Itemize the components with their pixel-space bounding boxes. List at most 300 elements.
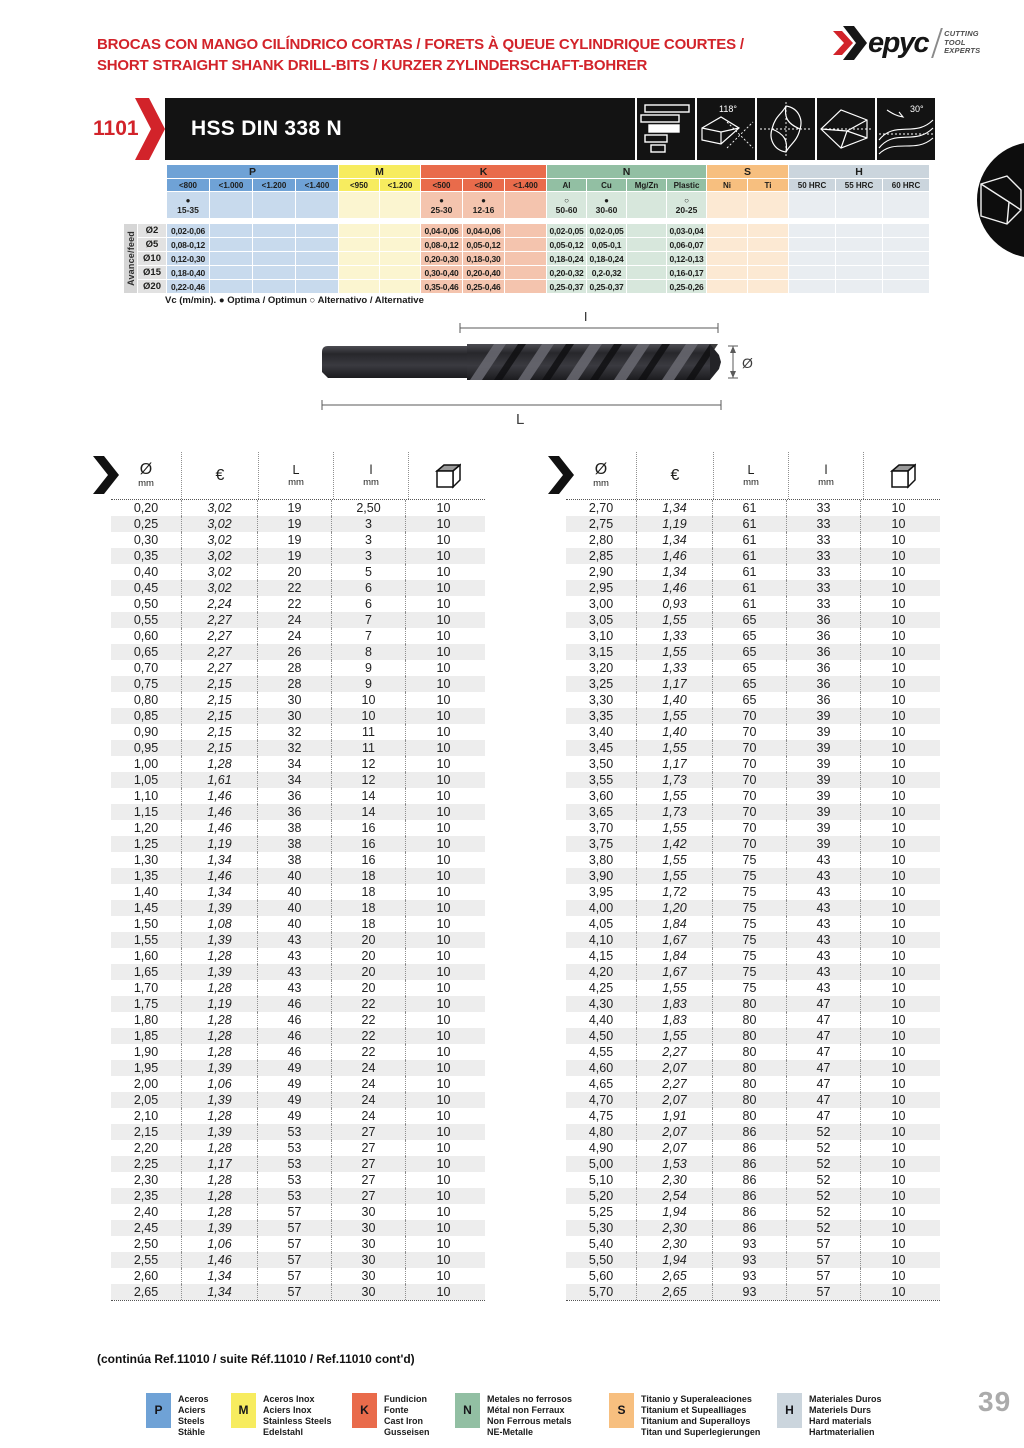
total-length-cell: 65 — [712, 628, 786, 644]
price-cell: 2,30 — [636, 1236, 712, 1252]
total-length-cell: 75 — [712, 900, 786, 916]
price-cell: 1,40 — [636, 692, 712, 708]
price-cell: 2,15 — [181, 708, 257, 724]
feed-value-cell — [789, 266, 835, 279]
price-table-row — [111, 852, 485, 868]
price-cell: 1,28 — [181, 1044, 257, 1060]
pack-qty-cell: 10 — [405, 500, 481, 516]
flute-length-cell: 30 — [331, 1220, 405, 1236]
legend-item-M — [231, 1393, 332, 1438]
pack-qty-cell: 10 — [860, 516, 936, 532]
feed-value-cell — [380, 280, 420, 293]
price-table-row — [566, 916, 940, 932]
price-cell: 1,28 — [181, 1028, 257, 1044]
page-title-line2: SHORT STRAIGHT SHANK DRILL-BITS / KURZER ZYLINDERSCHAFT-BOHRER — [97, 57, 648, 74]
price-table-row — [111, 772, 485, 788]
flute-length-cell: 14 — [331, 804, 405, 820]
pack-qty-cell: 10 — [860, 1028, 936, 1044]
feed-value-cell: 0,25-0,46 — [463, 280, 504, 293]
price-cell: 1,28 — [181, 1140, 257, 1156]
total-length-cell: 53 — [257, 1156, 331, 1172]
price-table-row — [566, 596, 940, 612]
flute-length-cell: 33 — [786, 580, 860, 596]
feed-value-cell — [707, 266, 747, 279]
flute-length-cell: 5 — [331, 564, 405, 580]
flute-length-cell: 47 — [786, 1060, 860, 1076]
total-length-cell: 75 — [712, 868, 786, 884]
price-table-row — [111, 1012, 485, 1028]
table-chevron-icon — [548, 456, 574, 494]
diameter-cell: 0,40 — [133, 565, 159, 579]
flute-length-cell: 33 — [786, 564, 860, 580]
diameter-cell: 4,15 — [588, 949, 614, 963]
material-subcolumn-header: Cu — [587, 179, 626, 191]
feed-row-label: Ø15 — [138, 266, 166, 279]
total-length-cell: 86 — [712, 1220, 786, 1236]
feed-value-cell: 0,12-0,13 — [667, 252, 706, 265]
flute-length-cell: 36 — [786, 676, 860, 692]
pack-qty-cell: 10 — [860, 1060, 936, 1076]
flute-length-cell: 30 — [331, 1204, 405, 1220]
pack-qty-cell: 10 — [860, 548, 936, 564]
pack-qty-cell: 10 — [860, 724, 936, 740]
price-cell: 1,84 — [636, 916, 712, 932]
diameter-cell: 5,00 — [588, 1157, 614, 1171]
diameter-cell: 4,10 — [588, 933, 614, 947]
feed-value-cell — [627, 238, 666, 251]
feed-value-cell — [883, 238, 929, 251]
diameter-cell: 3,40 — [588, 725, 614, 739]
feed-value-cell: 0,18-0,30 — [463, 252, 504, 265]
price-table-row — [111, 1156, 485, 1172]
price-table-row — [111, 980, 485, 996]
price-table-row — [111, 900, 485, 916]
price-cell: 1,39 — [181, 1092, 257, 1108]
diameter-cell: 0,35 — [133, 549, 159, 563]
pack-qty-cell: 10 — [860, 1188, 936, 1204]
feed-value-cell: 0,22-0,46 — [167, 280, 209, 293]
price-table-row — [566, 644, 940, 660]
total-length-cell: 46 — [257, 1028, 331, 1044]
diameter-cell: 0,75 — [133, 677, 159, 691]
flute-length-cell: 57 — [786, 1236, 860, 1252]
pack-qty-cell: 10 — [860, 836, 936, 852]
price-table-row — [566, 692, 940, 708]
flute-length-cell: 27 — [331, 1124, 405, 1140]
flute-length-cell: 3 — [331, 532, 405, 548]
pack-qty-cell: 10 — [860, 660, 936, 676]
diameter-cell: 2,35 — [133, 1189, 159, 1203]
price-cell: 2,27 — [181, 628, 257, 644]
diameter-label: Ø — [742, 355, 753, 371]
diameter-cell: 3,50 — [588, 757, 614, 771]
total-length-cell: 65 — [712, 660, 786, 676]
price-table-row — [566, 1044, 940, 1060]
cutting-speed-cell — [253, 192, 295, 218]
price-cell: 1,34 — [636, 500, 712, 516]
price-cell: 2,07 — [636, 1124, 712, 1140]
feed-value-cell — [296, 252, 338, 265]
pack-qty-cell: 10 — [860, 1140, 936, 1156]
price-cell: 2,24 — [181, 596, 257, 612]
material-group-header: K — [421, 165, 546, 178]
total-length-cell: 75 — [712, 964, 786, 980]
flute-length-cell: 52 — [786, 1172, 860, 1188]
price-cell: 3,02 — [181, 548, 257, 564]
price-cell: 1,55 — [636, 788, 712, 804]
total-length-cell: 75 — [712, 916, 786, 932]
diameter-cell: 1,85 — [133, 1029, 159, 1043]
price-cell: 1,06 — [181, 1076, 257, 1092]
price-cell: 1,42 — [636, 836, 712, 852]
pack-qty-cell: 10 — [405, 516, 481, 532]
total-length-cell: 61 — [712, 580, 786, 596]
pack-qty-cell: 10 — [860, 1204, 936, 1220]
cutting-speed-cell — [883, 192, 929, 218]
price-cell: 1,28 — [181, 1188, 257, 1204]
total-length-cell: 19 — [257, 500, 331, 516]
total-length-cell: 61 — [712, 564, 786, 580]
diameter-cell: 1,55 — [133, 933, 159, 947]
price-cell: 1,46 — [636, 548, 712, 564]
total-length-cell: 80 — [712, 1076, 786, 1092]
flute-length-cell: 33 — [786, 532, 860, 548]
total-length-cell: 57 — [257, 1220, 331, 1236]
price-cell: 1,55 — [636, 852, 712, 868]
diameter-cell: 0,25 — [133, 517, 159, 531]
feed-value-cell — [883, 266, 929, 279]
price-cell: 1,17 — [636, 756, 712, 772]
price-cell: 1,84 — [636, 948, 712, 964]
flute-length-cell: 47 — [786, 1044, 860, 1060]
pack-qty-cell: 10 — [405, 932, 481, 948]
feed-value-cell: 0,18-0,40 — [167, 266, 209, 279]
pack-qty-cell: 10 — [860, 500, 936, 516]
flute-length-cell: 57 — [786, 1284, 860, 1300]
feed-value-cell: 0,03-0,04 — [667, 224, 706, 237]
price-table-row — [566, 884, 940, 900]
diameter-cell: 4,20 — [588, 965, 614, 979]
price-cell: 1,83 — [636, 1012, 712, 1028]
diameter-cell: 5,70 — [588, 1285, 614, 1299]
flute-length-cell: 47 — [786, 1076, 860, 1092]
diameter-cell: 1,30 — [133, 853, 159, 867]
total-length-cell: 28 — [257, 660, 331, 676]
price-cell: 1,34 — [636, 564, 712, 580]
price-table-row — [111, 1028, 485, 1044]
total-length-cell: 38 — [257, 820, 331, 836]
feed-value-cell: 0,20-0,30 — [421, 252, 462, 265]
feed-value-cell — [789, 224, 835, 237]
pack-qty-cell: 10 — [405, 804, 481, 820]
total-length-cell: 61 — [712, 532, 786, 548]
total-length-cell: 70 — [712, 772, 786, 788]
cutting-speed-cell — [505, 192, 546, 218]
price-table-row — [111, 724, 485, 740]
price-table-row — [111, 1076, 485, 1092]
diameter-cell: 2,50 — [133, 1237, 159, 1251]
feed-value-cell — [210, 266, 252, 279]
col-header-total-length: L mm — [258, 452, 333, 499]
price-table-row — [566, 564, 940, 580]
brand-name: epyc — [868, 26, 929, 59]
pack-qty-cell: 10 — [860, 868, 936, 884]
pack-qty-cell: 10 — [405, 884, 481, 900]
diameter-cell: 4,80 — [588, 1125, 614, 1139]
price-table-row — [111, 676, 485, 692]
cutting-speed-cell — [339, 192, 379, 218]
continuation-note: (continúa Ref.11010 / suite Réf.11010 / Ref.11010 cont'd) — [97, 1352, 415, 1366]
pack-qty-cell: 10 — [860, 852, 936, 868]
pack-qty-cell: 10 — [405, 1172, 481, 1188]
pack-qty-cell: 10 — [860, 1156, 936, 1172]
total-length-cell: 43 — [257, 948, 331, 964]
total-length-cell: 70 — [712, 820, 786, 836]
price-table-row — [111, 1268, 485, 1284]
total-length-cell: 30 — [257, 692, 331, 708]
flute-length-cell: 39 — [786, 772, 860, 788]
legend-item-K — [352, 1393, 430, 1438]
pack-qty-cell: 10 — [405, 1012, 481, 1028]
diameter-cell: 0,30 — [133, 533, 159, 547]
price-cell: 2,30 — [636, 1220, 712, 1236]
flute-length-cell: 36 — [786, 644, 860, 660]
price-cell: 1,34 — [181, 1268, 257, 1284]
price-table-row — [111, 1284, 485, 1300]
feed-value-cell — [380, 266, 420, 279]
flute-length-cell: 16 — [331, 820, 405, 836]
flute-length-cell: 10 — [331, 708, 405, 724]
price-cell: 2,65 — [636, 1284, 712, 1300]
feed-value-cell — [627, 224, 666, 237]
total-length-cell: 80 — [712, 1108, 786, 1124]
material-subcolumn-header: <1.200 — [253, 179, 295, 191]
flute-length-cell: 43 — [786, 948, 860, 964]
diameter-cell: 1,20 — [133, 821, 159, 835]
flute-length-cell: 39 — [786, 708, 860, 724]
price-cell: 1,55 — [636, 1028, 712, 1044]
cutting-speed-cell: ● 30-60 — [587, 192, 626, 218]
diameter-cell: 5,20 — [588, 1189, 614, 1203]
total-length-cell: 49 — [257, 1076, 331, 1092]
price-table-row — [566, 1236, 940, 1252]
flute-length-cell: 2,50 — [331, 500, 405, 516]
flute-length-cell: 27 — [331, 1172, 405, 1188]
flute-length-cell: 12 — [331, 772, 405, 788]
feed-value-cell: 0,08-0,12 — [167, 238, 209, 251]
price-cell: 1,73 — [636, 772, 712, 788]
price-table-row — [566, 1268, 940, 1284]
feed-value-cell — [627, 252, 666, 265]
price-cell: 2,27 — [181, 644, 257, 660]
diameter-cell: 2,75 — [588, 517, 614, 531]
feed-value-cell: 0,25-0,37 — [547, 280, 586, 293]
total-length-cell: 70 — [712, 708, 786, 724]
price-table-row — [111, 836, 485, 852]
feed-value-cell: 0,05-0,12 — [547, 238, 586, 251]
diameter-cell: 4,00 — [588, 901, 614, 915]
flute-length-cell: 22 — [331, 996, 405, 1012]
total-length-cell: 80 — [712, 1044, 786, 1060]
total-length-cell: 70 — [712, 804, 786, 820]
total-length-cell: 22 — [257, 596, 331, 612]
drill-diagram — [290, 312, 760, 432]
price-cell: 1,39 — [181, 1060, 257, 1076]
flute-length-cell: 39 — [786, 788, 860, 804]
flute-length-cell: 43 — [786, 980, 860, 996]
total-length-cell: 80 — [712, 996, 786, 1012]
diameter-cell: 1,00 — [133, 757, 159, 771]
flute-length-cell: 47 — [786, 1092, 860, 1108]
feed-value-cell: 0,18-0,24 — [547, 252, 586, 265]
total-length-cell: 34 — [257, 756, 331, 772]
flute-length-cell: 27 — [331, 1188, 405, 1204]
price-cell: 1,46 — [636, 580, 712, 596]
price-table-row — [111, 1220, 485, 1236]
price-table-row — [566, 724, 940, 740]
price-table-body — [111, 499, 485, 1301]
spacer-cell — [124, 165, 166, 178]
total-length-cell: 49 — [257, 1060, 331, 1076]
pack-qty-cell: 10 — [860, 980, 936, 996]
pack-qty-cell: 10 — [860, 916, 936, 932]
total-length-cell: 49 — [257, 1108, 331, 1124]
material-subcolumn-header: <800 — [167, 179, 209, 191]
pack-qty-cell: 10 — [405, 1156, 481, 1172]
pack-qty-cell: 10 — [405, 1204, 481, 1220]
flute-length-cell: 24 — [331, 1108, 405, 1124]
col-header-price: € — [181, 452, 258, 499]
price-cell: 1,55 — [636, 740, 712, 756]
price-table-row — [566, 1124, 940, 1140]
feed-value-cell — [707, 252, 747, 265]
feed-value-cell: 0,08-0,12 — [421, 238, 462, 251]
price-cell: 1,55 — [636, 612, 712, 628]
pack-qty-cell: 10 — [405, 628, 481, 644]
legend-item-P — [146, 1393, 209, 1438]
feed-value-cell — [380, 252, 420, 265]
cutting-speed-cell: ● 25-30 — [421, 192, 462, 218]
price-cell: 2,15 — [181, 724, 257, 740]
pack-qty-cell: 10 — [405, 1140, 481, 1156]
pack-qty-cell: 10 — [405, 900, 481, 916]
price-cell: 1,46 — [181, 804, 257, 820]
price-table-row — [111, 596, 485, 612]
diameter-cell: 3,20 — [588, 661, 614, 675]
feed-row-label: Ø2 — [138, 224, 166, 237]
pack-qty-cell: 10 — [405, 756, 481, 772]
total-length-cell: 57 — [257, 1268, 331, 1284]
diameter-cell: 5,30 — [588, 1221, 614, 1235]
feed-value-cell — [505, 280, 546, 293]
price-cell: 2,07 — [636, 1060, 712, 1076]
diameter-cell: 2,70 — [588, 501, 614, 515]
diameter-cell: 4,90 — [588, 1141, 614, 1155]
material-subcolumn-header: Plastic — [667, 179, 706, 191]
price-table-row — [566, 628, 940, 644]
pack-qty-cell: 10 — [405, 820, 481, 836]
feed-value-cell: 0,20-0,40 — [463, 266, 504, 279]
diameter-cell: 1,80 — [133, 1013, 159, 1027]
material-subcolumn-header: <500 — [421, 179, 462, 191]
feed-axis-label: Avance/feed — [124, 224, 137, 293]
price-cell: 1,28 — [181, 948, 257, 964]
pack-qty-cell: 10 — [405, 1268, 481, 1284]
legend-item-N — [455, 1393, 572, 1438]
price-cell: 2,27 — [181, 612, 257, 628]
legend-item-labels: Aceros Aciers Steels Stähle — [178, 1394, 209, 1437]
flute-length-cell: 20 — [331, 932, 405, 948]
drill-point-icon — [817, 98, 875, 160]
price-cell: 1,73 — [636, 804, 712, 820]
pack-qty-cell: 10 — [860, 900, 936, 916]
total-length-cell: 86 — [712, 1124, 786, 1140]
price-table-row — [111, 612, 485, 628]
feed-value-cell — [748, 252, 788, 265]
price-cell: 1,55 — [636, 644, 712, 660]
flute-length-cell: 30 — [331, 1284, 405, 1300]
diameter-cell: 4,65 — [588, 1077, 614, 1091]
price-cell: 1,39 — [181, 1124, 257, 1140]
flute-length-cell: 33 — [786, 596, 860, 612]
diameter-cell: 2,05 — [133, 1093, 159, 1107]
price-table-row — [566, 1012, 940, 1028]
diameter-cell: 4,50 — [588, 1029, 614, 1043]
logo-divider — [931, 28, 943, 58]
total-length-cell: 70 — [712, 836, 786, 852]
price-table-row — [111, 820, 485, 836]
flute-length-cell: 39 — [786, 756, 860, 772]
point-angle-icon — [697, 98, 755, 160]
total-length-cell: 53 — [257, 1188, 331, 1204]
feed-row-label: Ø20 — [138, 280, 166, 293]
pack-qty-cell: 10 — [405, 644, 481, 660]
flute-length-cell: 52 — [786, 1220, 860, 1236]
price-cell: 1,19 — [181, 996, 257, 1012]
flute-length-cell: 43 — [786, 964, 860, 980]
feed-value-cell — [836, 266, 882, 279]
feed-value-cell — [883, 224, 929, 237]
price-table-row — [566, 900, 940, 916]
price-cell: 1,19 — [636, 516, 712, 532]
price-table-row — [111, 884, 485, 900]
flute-length-cell: 3 — [331, 516, 405, 532]
price-table-row — [111, 500, 485, 516]
total-length-cell: 75 — [712, 932, 786, 948]
flute-length-cell: 22 — [331, 1012, 405, 1028]
feed-value-cell — [789, 280, 835, 293]
pack-qty-cell: 10 — [405, 660, 481, 676]
feed-value-cell — [296, 266, 338, 279]
price-cell: 1,55 — [636, 980, 712, 996]
diameter-cell: 4,30 — [588, 997, 614, 1011]
flute-length-cell: 33 — [786, 548, 860, 564]
diameter-cell: 2,90 — [588, 565, 614, 579]
price-cell: 1,46 — [181, 868, 257, 884]
legend-color-box: S — [609, 1393, 634, 1428]
diameter-cell: 1,60 — [133, 949, 159, 963]
total-length-cell: 75 — [712, 884, 786, 900]
pack-qty-cell: 10 — [405, 1092, 481, 1108]
total-length-cell: 57 — [257, 1284, 331, 1300]
price-table-row — [566, 1188, 940, 1204]
pack-qty-cell: 10 — [860, 1108, 936, 1124]
legend-item-S — [609, 1393, 760, 1438]
flute-length-cell: 52 — [786, 1204, 860, 1220]
price-table-row — [566, 500, 940, 516]
feed-value-cell: 0,04-0,06 — [421, 224, 462, 237]
total-length-cell: 30 — [257, 708, 331, 724]
